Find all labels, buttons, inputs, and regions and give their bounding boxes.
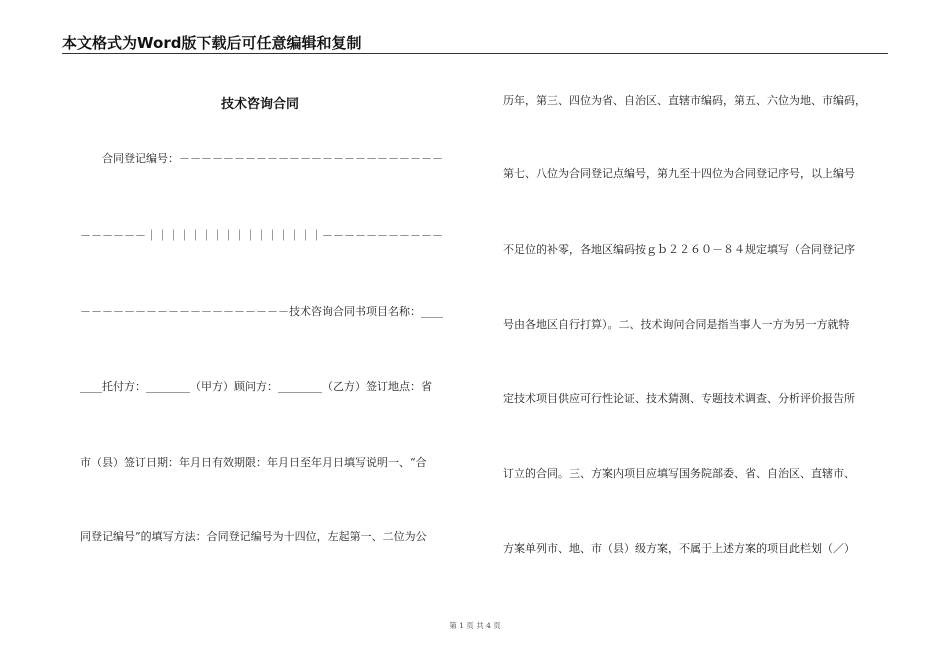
left-text-line: 同登记编号”的填写方法：合同登记编号为十四位，左起第一、二位为公 — [80, 530, 427, 543]
header-divider — [62, 53, 888, 54]
right-text-line: 第七、八位为合同登记点编号，第九至十四位为合同登记序号，以上编号 — [503, 167, 855, 180]
left-text-line: 合同登记编号：－－－－－－－－－－－－－－－－－－－－－－－－ — [102, 152, 443, 165]
left-text-line: －－－－－－｜｜｜｜｜｜｜｜｜｜｜｜｜｜｜｜－－－－－－－－－－－ — [80, 229, 443, 242]
right-text-line: 号由各地区自行打算）。二、技术询问合同是指当事人一方为另一方就特 — [503, 318, 850, 331]
right-text-line: 订立的合同。三、方案内项目应填写国务院部委、省、自治区、直辖市、 — [503, 467, 855, 480]
header-title: 本文格式为Word版下载后可任意编辑和复制 — [62, 34, 362, 52]
right-text-line: 方案单列市、地、市（县）级方案，不属于上述方案的项目此栏划（／） — [503, 542, 855, 555]
right-text-line: 不足位的补零，各地区编码按ｇｂ２２６０－８４规定填写（合同登记序 — [503, 243, 855, 256]
document-title: 技术咨询合同 — [220, 97, 299, 112]
right-text-line: 历年，第三、四位为省、自治区、直辖市编码，第五、六位为地、市编码， — [503, 94, 866, 107]
page-number: 第 1 页 共 4 页 — [449, 621, 501, 630]
left-text-line: ____托付方：________（甲方）顾问方：________（乙方）签订地点：省 — [80, 380, 432, 393]
left-text-line: －－－－－－－－－－－－－－－－－－－技术咨询合同书项目名称：____ — [80, 305, 443, 318]
right-text-line: 定技术项目供应可行性论证、技术猜测、专题技术调查、分析评价报告所 — [503, 392, 855, 405]
left-text-line: 市（县）签订日期：年月日有效期限：年月日至年月日填写说明一、“合 — [80, 456, 427, 469]
